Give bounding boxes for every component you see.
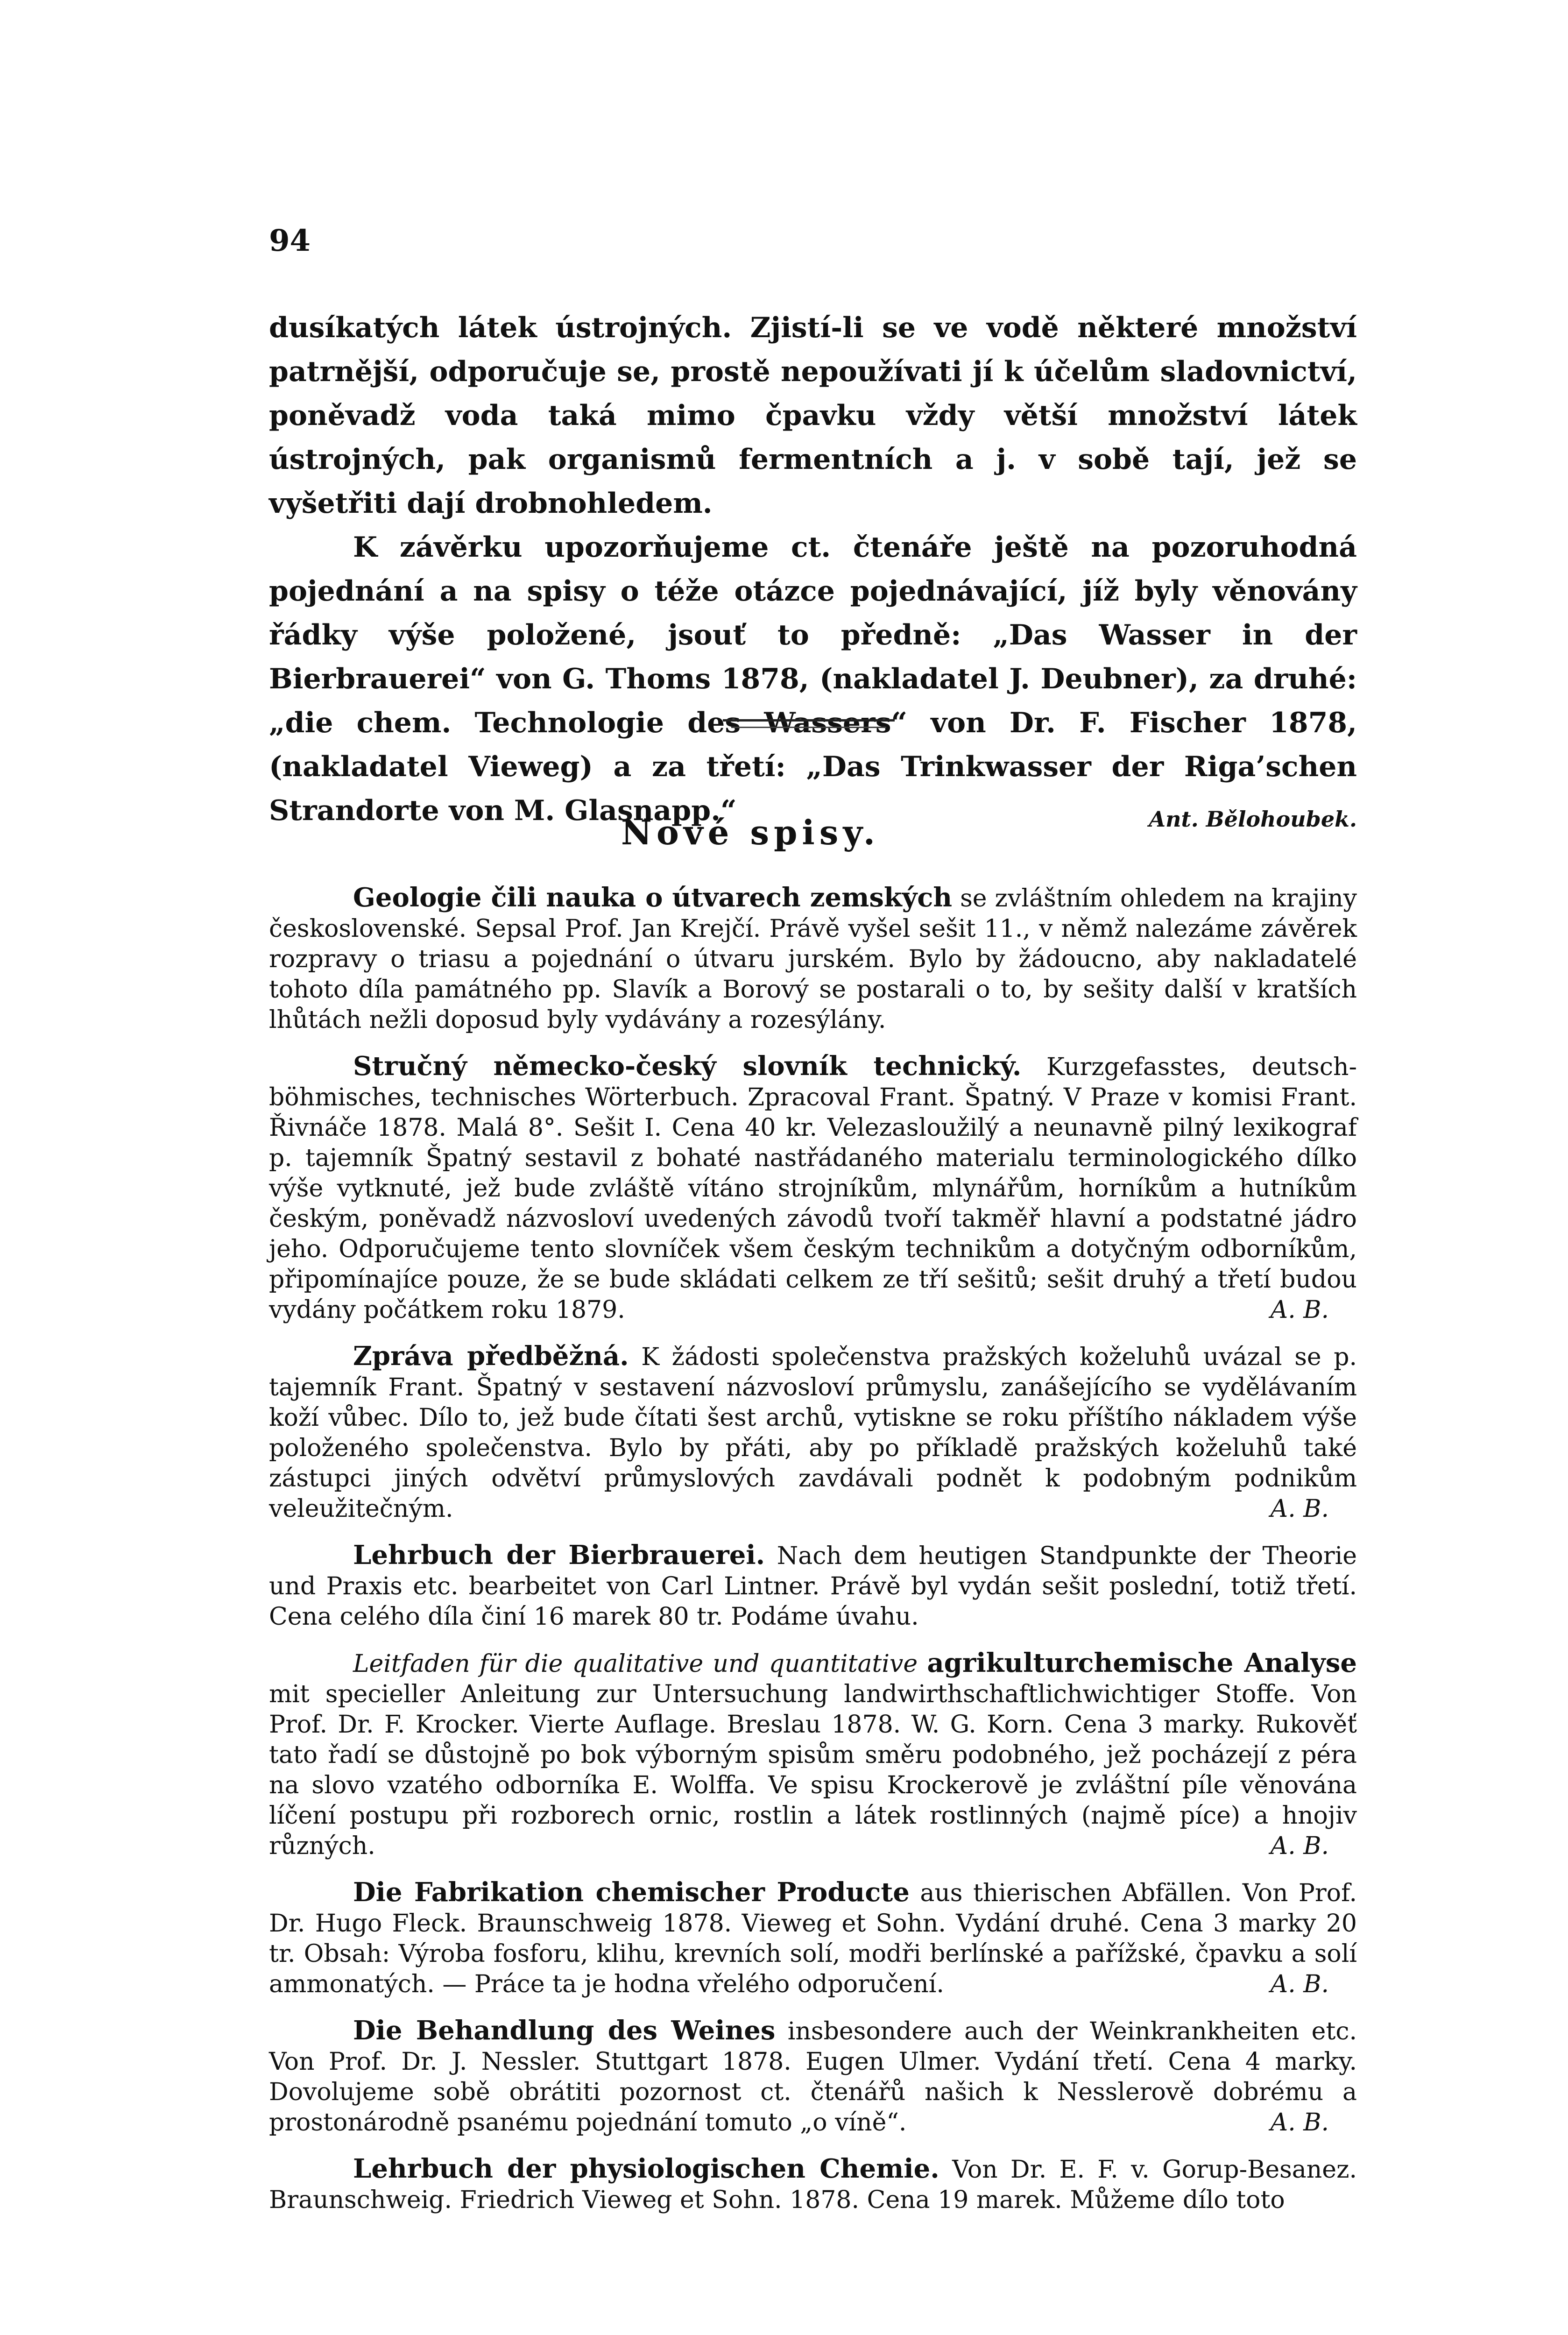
review-body: insbesondere auch der Weinkrankheiten etc. Von Prof. Dr. J. Nessler. Stuttgart 1878. Eugen Ulmer. Vydání třetí. Cena 4 marky. Dovolujeme sobě obrátiti pozornost ct. čtenářů našich k Nesslerově dobrému a prostonárodně psanému pojednání tomuto „o víně“.	[269, 2017, 1357, 2137]
review-signature: A. B.	[1270, 1296, 1329, 1324]
review-entry	[269, 1540, 1357, 1632]
review-title: Lehrbuch der physiologischen Chemie.	[353, 2153, 939, 2184]
review-entry	[269, 1341, 1357, 1524]
intro-paragraph-1: dusíkatých látek ústrojných. Zjistí-li se ve vodě některé množství patrnější, odporučuje se, prostě nepoužívati jí k účelům sladovnictví, poněvadž voda taká mimo čpavku vždy větší množství látek ústrojných, pak organismů fermentních a j. v sobě tají, jež se vyšetřiti dají drobnohledem.	[269, 311, 1357, 520]
review-title: Lehrbuch der Bierbrauerei.	[353, 1540, 765, 1571]
intro-paragraph-2: K závěrku upozorňujeme ct. čtenáře ještě na pozoruhodná pojednání a na spisy o téže otázce pojednávající, jíž byly věnovány řádky výše položené, jsouť to předně: „Das Wasser in der Bierbrauerei“ von G. Thoms 1878, (nakladatel J. Deubner), za druhé: „die chem. Technologie des Wassers“ von Dr. F. Fischer 1878, (nakladatel Vieweg) a za třetí: „Das Trinkwasser der Riga’schen Strandorte von M. Glasnapp.“ Ant. Bělohoubek.	[269, 525, 1357, 833]
review-signature: A. B.	[1270, 1495, 1329, 1523]
reviews-list	[269, 883, 1357, 2231]
section-title: Nové spisy.	[621, 813, 880, 852]
review-body: aus thierischen Abfällen. Von Prof. Dr. Hugo Fleck. Braunschweig 1878. Vieweg et Sohn. Vydání druhé. Cena 3 marky 20 tr. Obsah: Výroba fosforu, klihu, krevních solí, modři berlínské a pařížské, čpavku a solí ammonatých. — Práce ta je hodna vřelého odporučení.	[269, 1879, 1357, 1998]
review-title: Zpráva předběžná.	[353, 1341, 629, 1372]
review-entry	[269, 1648, 1357, 1861]
review-body: mit specieller Anleitung zur Untersuchung landwirthschaftlichwichtiger Stoffe. Von Prof. Dr. F. Krocker. Vierte Auflage. Breslau 1878. W. G. Korn. Cena 3 marky. Rukověť tato řadí se důstojně po bok výborným spisům směru podobného, jež pocházejí z péra na slovo vzatého odborníka E. Wolffa. Ve spisu Krockerově je zvláštní píle věnována líčení postupu při rozborech ornic, rostlin a látek rostlinných (najmě píce) a hnojiv různých.	[269, 1680, 1357, 1860]
page-number: 94	[269, 223, 311, 258]
review-body: Von Dr. E. F. v. Gorup-Besanez. Braunschweig. Friedrich Vieweg et Sohn. 1878. Cena 19 marek. Můžeme dílo toto	[269, 2156, 1357, 2214]
review-title: agrikulturchemische Analyse	[927, 1648, 1357, 1678]
author-signature: Ant. Bělohoubek.	[1149, 807, 1357, 832]
review-body: se zvláštním ohledem na krajiny československé. Sepsal Prof. Jan Krejčí. Právě vyšel sešit 11., v němž nalezáme závěrek rozpravy o triasu a pojednání o útvaru jurském. Bylo by žádoucno, aby nakladatelé tohoto díla památného pp. Slavík a Borový se postarali o to, by sešity další v kratších lhůtách nežli doposud byly vydávány a rozesýlány.	[269, 884, 1357, 1034]
review-signature: A. B.	[1270, 1832, 1329, 1860]
section-divider-thin	[731, 727, 886, 728]
review-entry	[269, 883, 1357, 1035]
review-title: Die Behandlung des Weines	[353, 2015, 776, 2046]
review-title: Geologie čili nauka o útvarech zemských	[353, 882, 953, 913]
review-entry	[269, 2016, 1357, 2138]
intro-text	[269, 306, 1357, 841]
review-entry	[269, 2154, 1357, 2215]
review-signature: A. B.	[1270, 1970, 1329, 1998]
review-signature: A. B.	[1270, 2109, 1329, 2137]
review-body: Kurzgefasstes, deutsch-böhmisches, technisches Wörterbuch. Zpracoval Frant. Špatný. V Praze v komisi Frant. Řivnáče 1878. Malá 8°. Sešit I. Cena 40 kr. Velezasloužilý a neunavně pilný lexikograf p. tajemník Špatný sestavil z bohaté nastřádaného materialu terminologického dílko výše vytknuté, jež bude zvláště vítáno strojníkům, mlynářům, horníkům a hutníkům českým, poněvadž názvosloví uvedených závodů tvoří takměř hlavní a podstatné jádro jeho. Odporučujeme tento slovníček všem českým technikům a dotyčným odborníkům, připomínajíce pouze, že se bude skládati celkem ze tří sešitů; sešit druhý a třetí budou vydány počátkem roku 1879.	[269, 1053, 1357, 1324]
review-body: K žádosti společenstva pražských koželuhů uvázal se p. tajemník Frant. Špatný v sestavení názvosloví průmyslu, zanášejícího se vydělávaním koží vůbec. Dílo to, jež bude čítati šest archů, vytiskne se roku příštího nákladem výše položeného společenstva. Bylo by přáti, aby po příkladě pražských koželuhů také zástupci jiných odvětví průmyslových zavdávali podnět k podobným podnikům veleužitečným.	[269, 1343, 1357, 1523]
review-lead: Leitfaden für die qualitative und quantitative	[353, 1650, 918, 1678]
review-title: Stručný německo-český slovník technický.	[353, 1051, 1022, 1082]
section-divider	[723, 719, 895, 722]
review-entry	[269, 1877, 1357, 2000]
review-title: Die Fabrikation chemischer Producte	[353, 1877, 910, 1908]
review-entry	[269, 1051, 1357, 1325]
review-body: Nach dem heutigen Standpunkte der Theorie und Praxis etc. bearbeitet von Carl Lintner. Právě byl vydán sešit poslední, totiž třetí. Cena celého díla činí 16 marek 80 tr. Podáme úvahu.	[269, 1542, 1357, 1631]
